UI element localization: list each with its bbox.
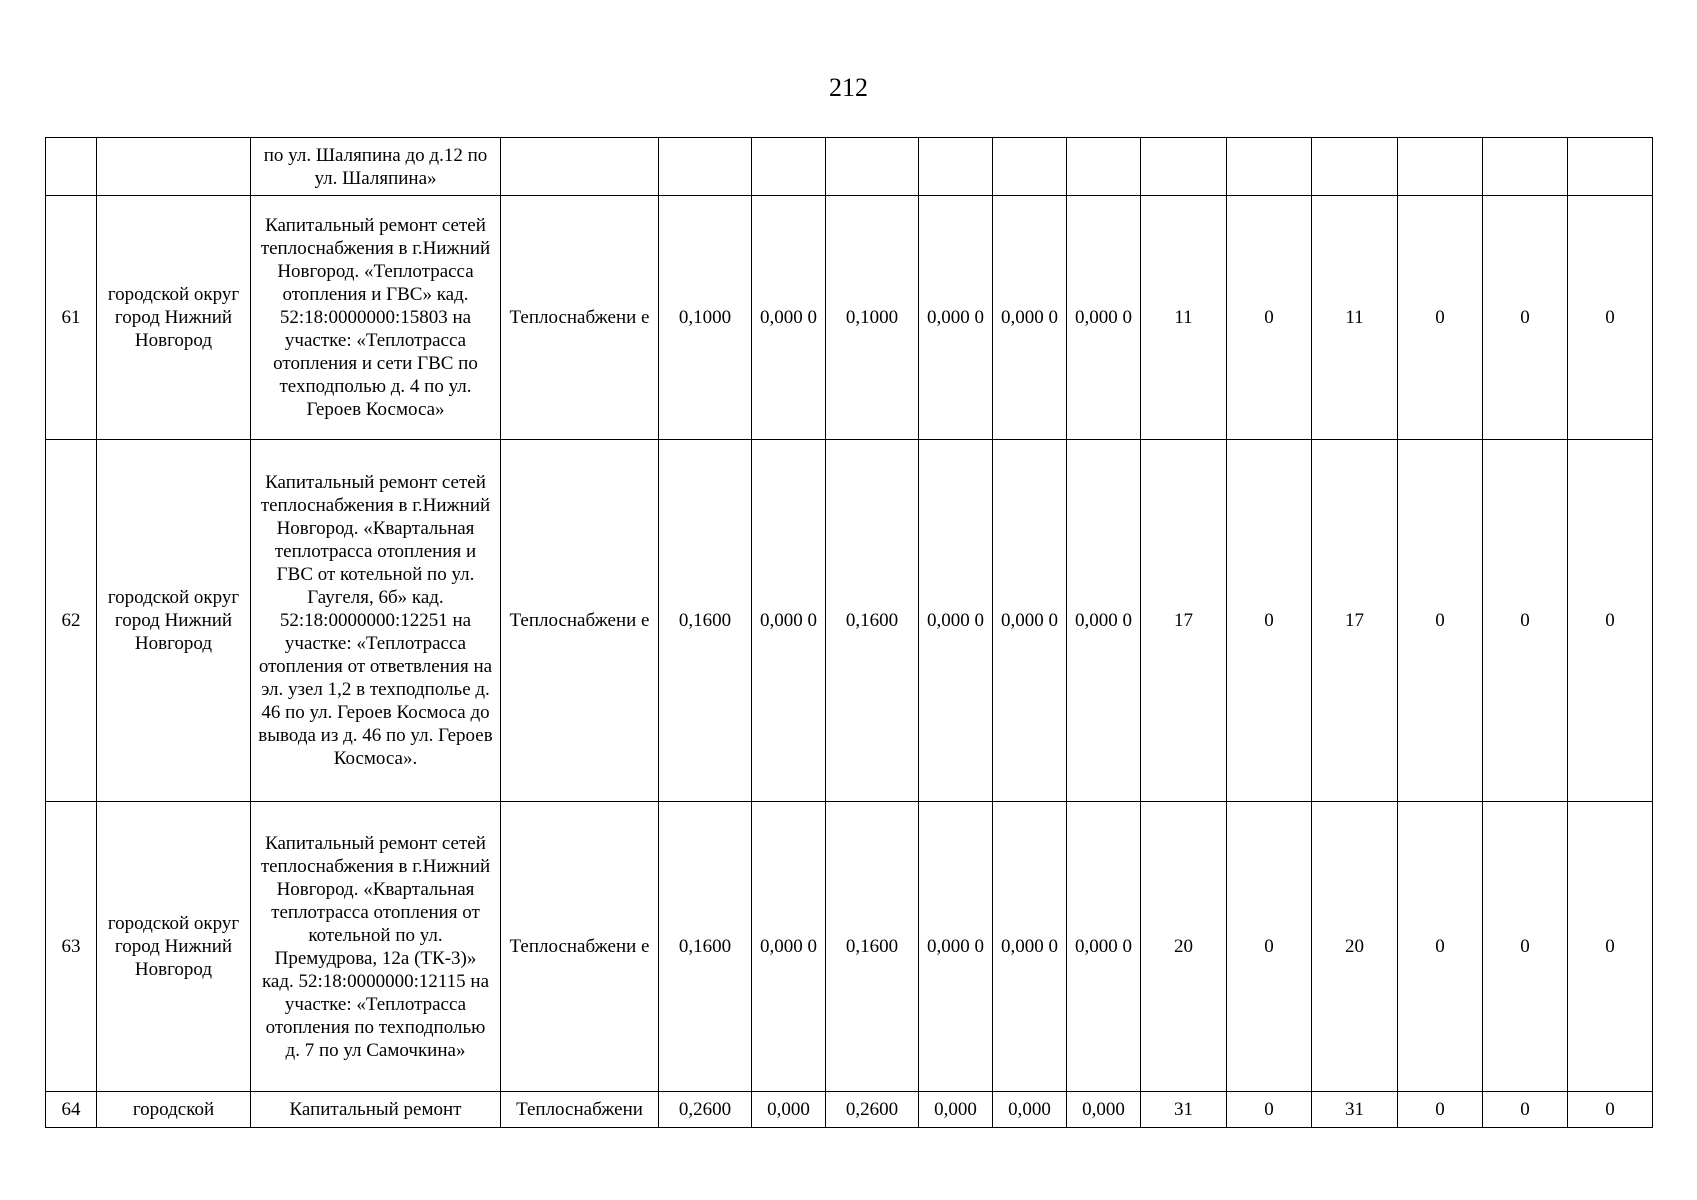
cell-description: Капитальный ремонт сетей теплоснабжения в г.Нижний Новгород. «Теплотрасса отопления и ГВС» кад. 52:18:0000000:15803 на участке: «Теплотрасса отопления и сети ГВС по техподполью д. 4 по ул. Героев Космоса» [251,196,501,440]
cell-value: 0 [1398,196,1483,440]
cell-value: 0 [1483,1092,1568,1128]
cell-value: 0,000 0 [1067,440,1141,802]
cell-value: 0,000 0 [919,196,993,440]
cell-value [752,138,826,196]
page-number: 212 [829,73,868,102]
cell-value: 0 [1227,802,1312,1092]
cell-value: 11 [1141,196,1227,440]
cell-description: Капитальный ремонт сетей теплоснабжения в г.Нижний Новгород. «Квартальная теплотрасса отопления и ГВС от котельной по ул. Гаугеля, 6б» кад. 52:18:0000000:12251 на участке: «Теплотрасса отопления от ответвления на эл. узел 1,2 в техподполье д. 46 по ул. Героев Космоса до вывода из д. 46 по ул. Героев Космоса». [251,440,501,802]
cell-municipality: городской округ город Нижний Новгород [97,196,251,440]
cell-type: Теплоснабжени е [501,440,659,802]
cell-value: 0 [1568,1092,1653,1128]
cell-value: 0 [1483,440,1568,802]
cell-value: 0 [1568,802,1653,1092]
cell-value: 0 [1227,440,1312,802]
cell-value: 0,000 [752,1092,826,1128]
cell-value [1398,138,1483,196]
cell-value: 17 [1312,440,1398,802]
cell-value: 0,000 0 [752,802,826,1092]
cell-value: 0,000 [1067,1092,1141,1128]
cell-value: 17 [1141,440,1227,802]
cell-value: 0 [1483,802,1568,1092]
cell-value: 0 [1398,802,1483,1092]
cell-description: Капитальный ремонт [251,1092,501,1128]
cell-value: 20 [1312,802,1398,1092]
cell-value: 0 [1568,196,1653,440]
cell-value: 0,000 0 [919,440,993,802]
cell-type: Теплоснабжени е [501,196,659,440]
cell-number: 62 [46,440,97,802]
cell-value: 0,1600 [659,440,752,802]
cell-municipality [97,138,251,196]
table-row [46,1092,1653,1128]
cell-value: 0 [1227,196,1312,440]
cell-value: 31 [1312,1092,1398,1128]
cell-value: 20 [1141,802,1227,1092]
cell-description: по ул. Шаляпина до д.12 по ул. Шаляпина» [251,138,501,196]
cell-value: 0,000 0 [919,802,993,1092]
cell-description: Капитальный ремонт сетей теплоснабжения в г.Нижний Новгород. «Квартальная теплотрасса отопления от котельной по ул. Премудрова, 12а (ТК-3)» кад. 52:18:0000000:12115 на участке: «Теплотрасса отопления по техподполью д. 7 по ул Самочкина» [251,802,501,1092]
cell-value [1568,138,1653,196]
cell-type: Теплоснабжени е [501,802,659,1092]
data-table [45,137,1653,1128]
cell-value: 0,000 0 [993,802,1067,1092]
cell-number: 63 [46,802,97,1092]
cell-value [1227,138,1312,196]
cell-value: 0,1000 [826,196,919,440]
cell-value: 0,000 0 [993,196,1067,440]
cell-value: 0,2600 [826,1092,919,1128]
table-row [46,440,1653,802]
cell-value [659,138,752,196]
table-row [46,802,1653,1092]
cell-value: 0 [1568,440,1653,802]
cell-value: 0 [1398,1092,1483,1128]
cell-number [46,138,97,196]
cell-value [993,138,1067,196]
cell-municipality: городской округ город Нижний Новгород [97,802,251,1092]
cell-type [501,138,659,196]
cell-value: 0,000 0 [752,196,826,440]
cell-value: 31 [1141,1092,1227,1128]
cell-value: 0,000 0 [993,440,1067,802]
cell-value [1483,138,1568,196]
cell-value: 11 [1312,196,1398,440]
cell-value: 0,000 [919,1092,993,1128]
cell-value: 0,1600 [659,802,752,1092]
cell-number: 61 [46,196,97,440]
table-row [46,138,1653,196]
table-row [46,196,1653,440]
cell-value: 0,000 0 [752,440,826,802]
cell-value: 0 [1398,440,1483,802]
cell-value [1067,138,1141,196]
cell-value: 0,000 0 [1067,802,1141,1092]
cell-value: 0,1600 [826,802,919,1092]
cell-value: 0,1600 [826,440,919,802]
cell-value [1312,138,1398,196]
cell-value [919,138,993,196]
cell-municipality: городской округ город Нижний Новгород [97,440,251,802]
cell-municipality: городской [97,1092,251,1128]
cell-number: 64 [46,1092,97,1128]
cell-value: 0 [1227,1092,1312,1128]
cell-value: 0,1000 [659,196,752,440]
cell-value [1141,138,1227,196]
cell-type: Теплоснабжени [501,1092,659,1128]
cell-value: 0 [1483,196,1568,440]
cell-value [826,138,919,196]
cell-value: 0,2600 [659,1092,752,1128]
cell-value: 0,000 [993,1092,1067,1128]
cell-value: 0,000 0 [1067,196,1141,440]
